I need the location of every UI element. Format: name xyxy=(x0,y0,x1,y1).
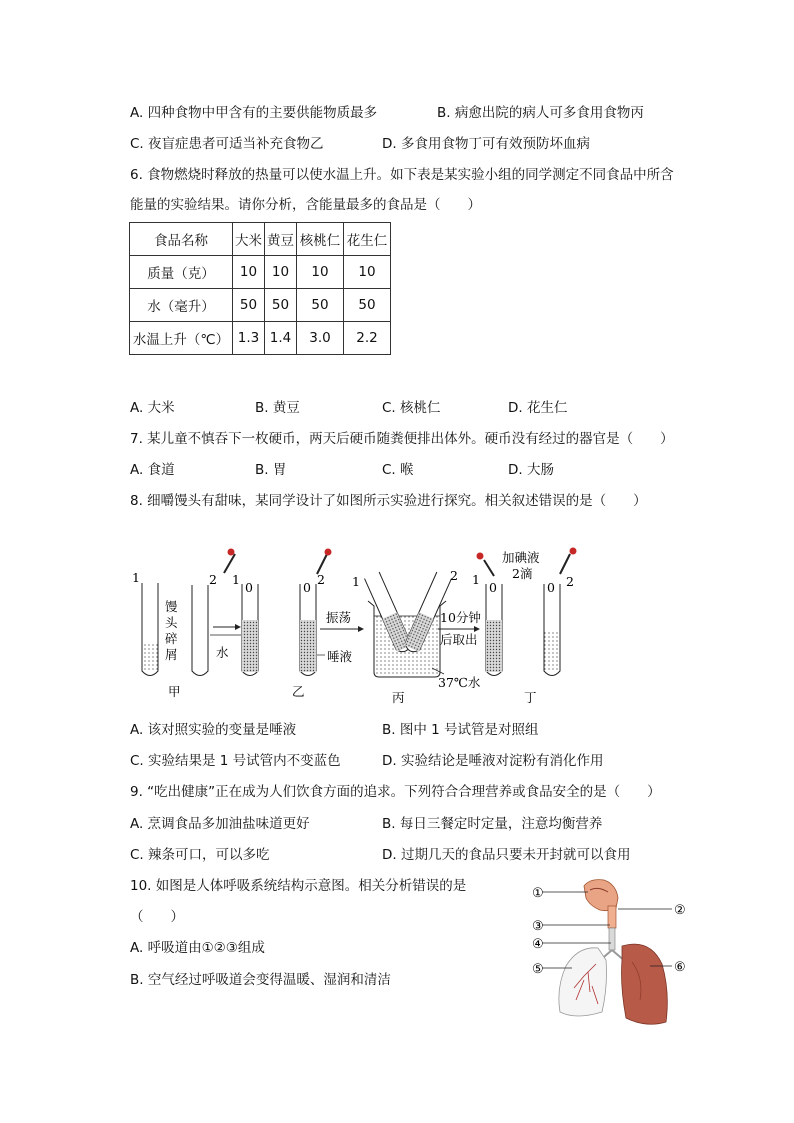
table-row xyxy=(130,289,391,322)
shake-label: 振荡 xyxy=(326,610,352,625)
q5-option-b: B. 病愈出院的病人可多食用食物丙 xyxy=(437,105,644,121)
saliva-starch-experiment-figure xyxy=(120,540,590,710)
q10-stem-line1: 10. 如图是人体呼吸系统结构示意图。相关分析错误的是 xyxy=(130,878,467,894)
label-yi: 乙 xyxy=(292,684,305,699)
q9-stem: 9. “吃出健康”正在成为人们饮食方面的追求。下列符合合理营养或食品安全的是（ ） xyxy=(130,784,661,800)
respiratory-system-figure xyxy=(528,876,700,1030)
table-row xyxy=(130,256,391,289)
q8-option-a: A. 该对照实验的变量是唾液 xyxy=(130,722,297,738)
q10-option-a: A. 呼吸道由①②③组成 xyxy=(130,940,265,956)
table-header-cell: 大米 xyxy=(233,223,265,256)
tube-label-1: 1 xyxy=(472,572,480,587)
tube-label-2: 2 xyxy=(450,568,458,583)
q6-option-a: A. 大米 xyxy=(130,400,175,416)
q6-option-b: B. 黄豆 xyxy=(255,400,300,416)
tube-label-2: 2 xyxy=(317,572,325,587)
q7-option-a: A. 食道 xyxy=(130,462,175,478)
group-ding xyxy=(472,548,577,706)
table-cell: 10 xyxy=(233,256,265,289)
table-cell: 50 xyxy=(297,289,344,322)
table-cell: 质量（克） xyxy=(130,256,233,289)
table-row xyxy=(130,322,391,355)
table-cell: 10 xyxy=(344,256,391,289)
tube-label-0: 0 xyxy=(547,580,555,595)
tube-label-1: 1 xyxy=(352,574,360,589)
label-1: ① xyxy=(532,886,544,901)
q8-option-d: D. 实验结论是唾液对淀粉有消化作用 xyxy=(382,753,604,769)
table-header-cell: 核桃仁 xyxy=(297,223,344,256)
table-cell: 1.3 xyxy=(233,322,265,355)
label-jia: 甲 xyxy=(168,684,181,699)
q8-option-c: C. 实验结果是 1 号试管内不变蓝色 xyxy=(130,753,341,769)
group-jia xyxy=(132,570,217,699)
label-4: ④ xyxy=(532,937,544,952)
time-label: 后取出 xyxy=(440,632,478,647)
q10-option-b: B. 空气经过呼吸道会变得温暖、湿润和清洁 xyxy=(130,972,391,988)
tube-label-0: 0 xyxy=(303,580,311,595)
tube-label-1: 1 xyxy=(132,570,140,585)
table-header-cell: 食品名称 xyxy=(130,223,233,256)
table-cell: 50 xyxy=(265,289,297,322)
q9-option-d: D. 过期几天的食品只要未开封就可以食用 xyxy=(382,847,631,863)
table-cell: 10 xyxy=(297,256,344,289)
tube-label-2: 2 xyxy=(209,572,217,587)
q7-option-b: B. 胃 xyxy=(255,462,287,478)
label-6: ⑥ xyxy=(674,960,686,975)
q6-stem-line2: 能量的实验结果。请你分析，含能量最多的食品是（ ） xyxy=(130,197,481,213)
table-cell: 10 xyxy=(265,256,297,289)
table-header-cell: 花生仁 xyxy=(344,223,391,256)
q9-option-b: B. 每日三餐定时定量，注意均衡营养 xyxy=(382,816,603,832)
mantou-label: 头 xyxy=(165,615,178,630)
q8-option-b: B. 图中 1 号试管是对照组 xyxy=(382,722,539,738)
tube-label-1: 1 xyxy=(232,572,240,587)
label-3: ③ xyxy=(532,919,544,934)
q10-stem-line2: （ ） xyxy=(130,909,184,925)
water-label: 水 xyxy=(216,645,229,660)
water-temperature-label: 37℃水 xyxy=(438,675,481,690)
q5-option-c: C. 夜盲症患者可适当补充食物乙 xyxy=(130,136,324,152)
q7-stem: 7. 某儿童不慎吞下一枚硬币，两天后硬币随粪便排出体外。硬币没有经过的器官是（ ） xyxy=(130,431,674,447)
food-energy-table xyxy=(129,222,391,355)
tube-label-0: 0 xyxy=(489,580,497,595)
label-2: ② xyxy=(674,903,686,918)
tube-label-2: 2 xyxy=(566,574,574,589)
tube-label-0: 0 xyxy=(245,580,253,595)
table-cell: 水温上升（℃） xyxy=(130,322,233,355)
label-bing: 丙 xyxy=(392,690,405,705)
saliva-label: 唾液 xyxy=(327,649,353,664)
table-cell: 水（毫升） xyxy=(130,289,233,322)
table-cell: 2.2 xyxy=(344,322,391,355)
q9-option-c: C. 辣条可口，可以多吃 xyxy=(130,847,270,863)
table-cell: 50 xyxy=(233,289,265,322)
iodine-label: 2滴 xyxy=(512,566,533,581)
q7-option-d: D. 大肠 xyxy=(508,462,554,478)
table-header-row xyxy=(130,223,391,256)
table-cell: 3.0 xyxy=(297,322,344,355)
q6-option-d: D. 花生仁 xyxy=(508,400,568,416)
label-ding: 丁 xyxy=(524,690,537,705)
mantou-label: 屑 xyxy=(165,647,178,662)
table-header-cell: 黄豆 xyxy=(265,223,297,256)
q8-stem: 8. 细嚼馒头有甜味，某同学设计了如图所示实验进行探究。相关叙述错误的是（ ） xyxy=(130,493,647,509)
q5-option-d: D. 多食用食物丁可有效预防坏血病 xyxy=(382,136,590,152)
mantou-label: 碎 xyxy=(165,631,178,646)
q5-option-a: A. 四种食物中甲含有的主要供能物质最多 xyxy=(130,105,378,121)
label-5: ⑤ xyxy=(532,962,544,977)
q9-option-a: A. 烹调食品多加油盐味道更好 xyxy=(130,816,310,832)
q6-option-c: C. 核桃仁 xyxy=(382,400,441,416)
time-label: 10分钟 xyxy=(440,610,481,625)
table-cell: 1.4 xyxy=(265,322,297,355)
mantou-label: 馒 xyxy=(165,599,178,614)
iodine-label: 加碘液 xyxy=(502,550,540,565)
q7-option-c: C. 喉 xyxy=(382,462,414,478)
q6-stem-line1: 6. 食物燃烧时释放的热量可以使水温上升。如下表是某实验小组的同学测定不同食品中所含 xyxy=(130,167,674,183)
table-cell: 50 xyxy=(344,289,391,322)
